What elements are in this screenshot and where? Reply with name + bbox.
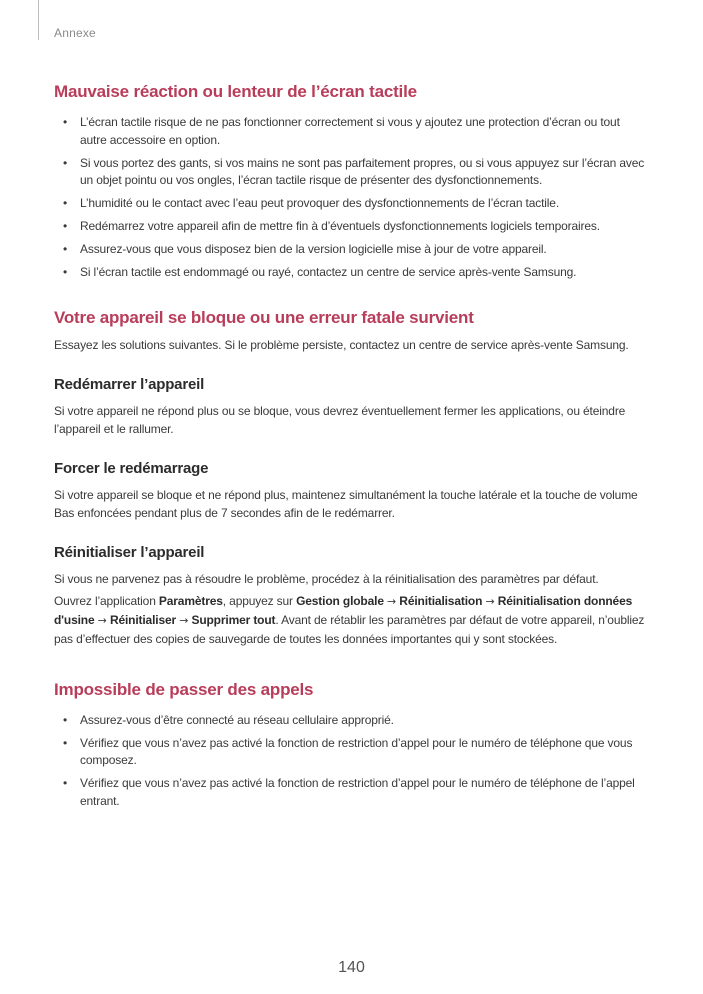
menu-path-step: Gestion globale bbox=[296, 593, 384, 608]
bullet-icon: • bbox=[63, 712, 68, 727]
bullet-icon: • bbox=[63, 265, 68, 279]
bullet-icon: • bbox=[63, 219, 68, 233]
menu-path-step: Supprimer tout bbox=[191, 612, 276, 627]
list-item: • L’écran tactile risque de ne pas fonctionner correctement si vous y ajoutez une protection d’écran ou tout autre accessoire en option. bbox=[63, 115, 620, 147]
arrow-right-icon: → bbox=[97, 613, 107, 627]
bullet-icon: • bbox=[63, 735, 68, 750]
freeze-intro: Essayez les solutions suivantes. Si le problème persiste, contactez un centre de service après-vente Samsung. bbox=[54, 337, 629, 352]
menu-path-step: Réinitialisation données d'usine bbox=[54, 593, 633, 627]
list-item: • Assurez-vous que vous disposez bien de la version logicielle mise à jour de votre appareil. bbox=[54, 241, 646, 259]
bullet-icon: • bbox=[63, 155, 68, 170]
section-title-calls: Impossible de passer des appels bbox=[54, 679, 314, 699]
list-item: • Vérifiez que vous n’avez pas activé la fonction de restriction d’appel pour le numéro de téléphone de l’appel entrant. bbox=[63, 776, 635, 808]
bullet-icon: • bbox=[63, 196, 68, 210]
arrow-right-icon: → bbox=[485, 594, 495, 608]
list-item: • Assurez-vous d’être connecté au réseau cellulaire approprié. bbox=[54, 712, 646, 730]
subsection-title-force-restart: Forcer le redémarrage bbox=[54, 459, 209, 477]
calls-bullet-list bbox=[54, 712, 646, 811]
section-touchscreen bbox=[54, 80, 646, 282]
arrow-right-icon: → bbox=[387, 594, 397, 608]
menu-path-step: Réinitialiser bbox=[109, 612, 177, 627]
list-item: • Si l’écran tactile est endommagé ou rayé, contactez un centre de service après-vente Samsung. bbox=[54, 264, 646, 282]
section-title-freeze: Votre appareil se bloque ou une erreur fatale survient bbox=[54, 307, 474, 327]
reset-text-2: Ouvrez l’application Paramètres, appuyez sur Gestion globale → Réinitialisation → Réinitialisation données d'usine → Réinitialiser → Supprimer tout. Avant de rétablir les paramètres par défaut de votre appareil, n’oubliez pas d’effectuer des copies de sauvegarde de toutes les données importantes qui y sont stockées. bbox=[54, 593, 645, 646]
page-content bbox=[54, 80, 646, 816]
subsection-title-restart: Redémarrer l’appareil bbox=[54, 375, 205, 393]
section-freeze bbox=[54, 306, 646, 648]
bullet-icon: • bbox=[63, 115, 68, 129]
header-rule bbox=[38, 0, 39, 40]
list-item: • L’humidité ou le contact avec l’eau peut provoquer des dysfonctionnements de l’écran tactile. bbox=[54, 195, 646, 213]
section-calls bbox=[54, 678, 646, 811]
running-header: Annexe bbox=[54, 26, 96, 40]
restart-text: Si votre appareil ne répond plus ou se bloque, vous devrez éventuellement fermer les applications, ou éteindre l’appareil et le rallumer. bbox=[54, 403, 626, 436]
subsection-title-reset: Réinitialiser l’appareil bbox=[54, 543, 205, 561]
force-restart-text: Si votre appareil se bloque et ne répond plus, maintenez simultanément la touche latérale et la touche de volume Bas enfoncées pendant plus de 7 secondes afin de le redémarrer. bbox=[54, 487, 638, 520]
arrow-right-icon: → bbox=[179, 613, 189, 627]
section-title-touchscreen: Mauvaise réaction ou lenteur de l’écran tactile bbox=[54, 82, 417, 101]
menu-path-step: Réinitialisation bbox=[399, 593, 483, 608]
bullet-icon: • bbox=[63, 776, 68, 790]
page-number: 140 bbox=[338, 959, 365, 976]
settings-app-name: Paramètres bbox=[158, 593, 223, 608]
list-item: • Si vous portez des gants, si vos mains ne sont pas parfaitement propres, ou si vous appuyez sur l’écran avec un objet pointu ou vos ongles, l’écran tactile risque de présenter des dysfonctionnements. bbox=[63, 155, 645, 187]
list-item: • Vérifiez que vous n’avez pas activé la fonction de restriction d’appel pour le numéro de téléphone que vous composez. bbox=[63, 735, 633, 767]
touchscreen-bullet-list bbox=[54, 114, 646, 282]
bullet-icon: • bbox=[63, 242, 68, 256]
list-item: • Redémarrez votre appareil afin de mettre fin à d’éventuels dysfonctionnements logiciels temporaires. bbox=[54, 218, 646, 236]
reset-text-1: Si vous ne parvenez pas à résoudre le problème, procédez à la réinitialisation des paramètres par défaut. bbox=[54, 571, 599, 586]
